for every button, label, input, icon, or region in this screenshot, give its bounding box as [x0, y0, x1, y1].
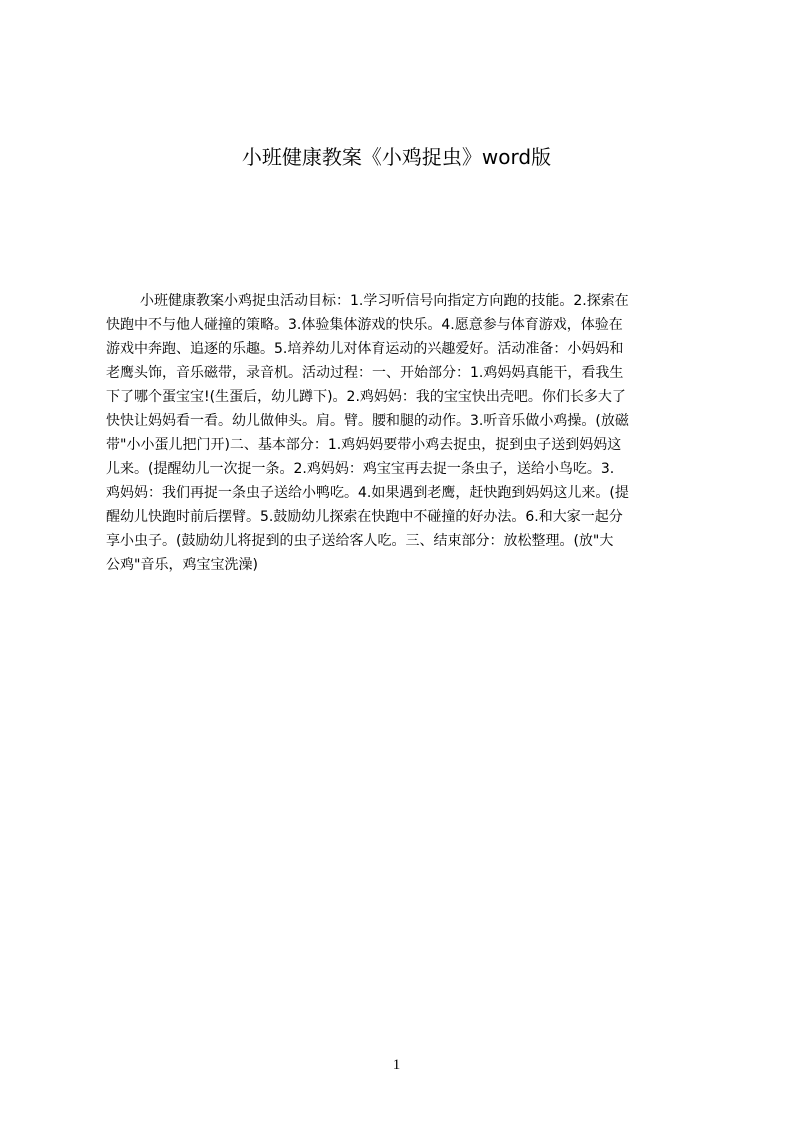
body-line: 下了哪个蛋宝宝!(生蛋后，幼儿蹲下)。2.鸡妈妈：我的宝宝快出壳吧。你们长多大了 [106, 389, 626, 405]
body-line: 快跑中不与他人碰撞的策略。3.体验集体游戏的快乐。4.愿意参与体育游戏，体验在 [106, 317, 623, 333]
body-line: 儿来。(提醒幼儿一次捉一条。2.鸡妈妈：鸡宝宝再去捉一条虫子，送给小鸟吃。3. [106, 461, 615, 477]
body-line: 带"小小蛋儿把门开)二、基本部分：1.鸡妈妈要带小鸡去捉虫，捉到虫子送到妈妈这 [106, 437, 622, 453]
body-line: 快快让妈妈看一看。幼儿做伸头。肩。臂。腰和腿的动作。3.听音乐做小鸡操。(放磁 [106, 413, 629, 429]
body-line: 小班健康教案小鸡捉虫活动目标：1.学习听信号向指定方向跑的技能。2.探索在 [140, 293, 629, 309]
body-line: 游戏中奔跑、追逐的乐趣。5.培养幼儿对体育运动的兴趣爱好。活动准备：小妈妈和 [106, 341, 624, 357]
body-line: 鸡妈妈：我们再捉一条虫子送给小鸭吃。4.如果遇到老鹰，赶快跑到妈妈这儿来。(提 [106, 485, 629, 501]
body-line: 享小虫子。(鼓励幼儿将捉到的虫子送给客人吃。三、结束部分：放松整理。(放"大 [106, 533, 614, 549]
body-line: 老鹰头饰，音乐磁带，录音机。活动过程：一、开始部分：1.鸡妈妈真能干，看我生 [106, 365, 624, 381]
body-line: 公鸡"音乐，鸡宝宝洗澡) [106, 557, 258, 573]
body-line: 醒幼儿快跑时前后摆臂。5.鼓励幼儿探索在快跑中不碰撞的好办法。6.和大家一起分 [106, 509, 623, 525]
document-body [106, 289, 698, 577]
page-number: 1 [392, 1057, 401, 1073]
document-title: 小班健康教案《小鸡捉虫》word版 [241, 145, 552, 169]
